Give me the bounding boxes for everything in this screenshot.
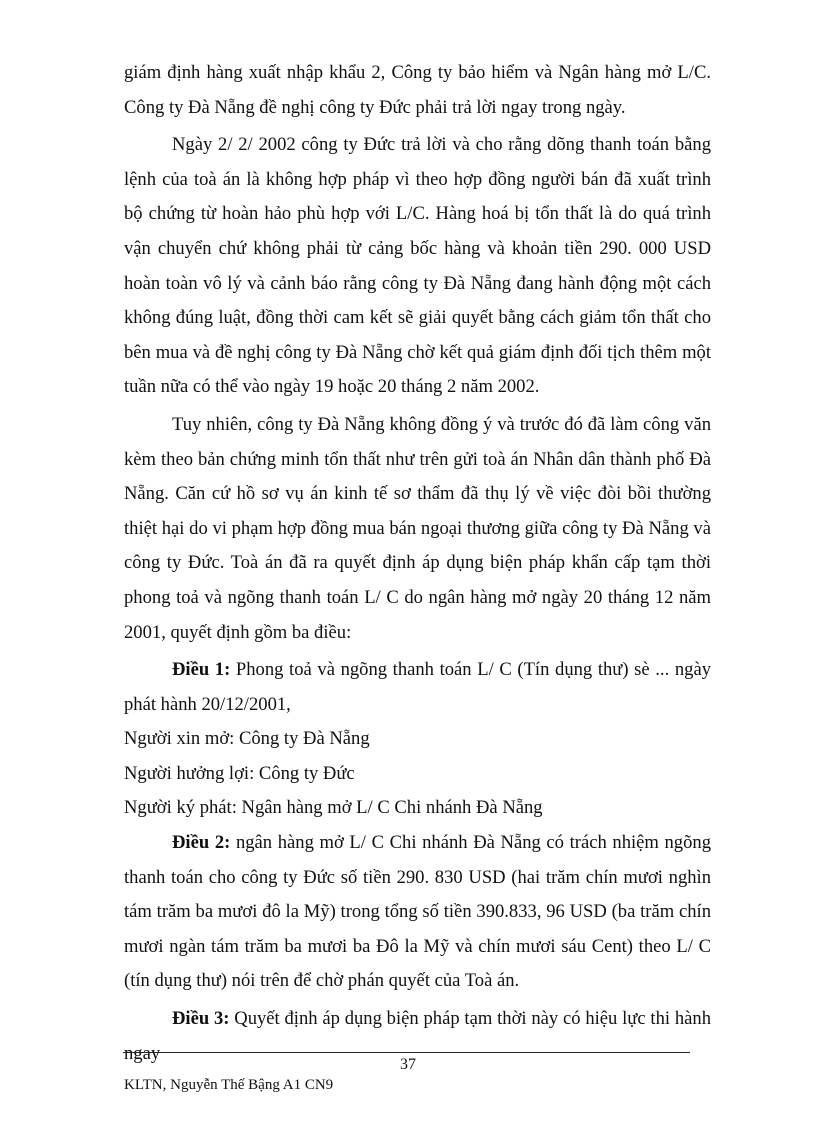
article-2 — [124, 826, 711, 999]
page-number: 37 — [400, 1056, 416, 1073]
footer-author-line: KLTN, Nguyễn Thế Bậng A1 CN9 — [124, 1077, 334, 1093]
body-text — [124, 56, 711, 1071]
beneficiary-line: Người hưởng lợi: Công ty Đức — [124, 762, 355, 784]
article-1-label: Điều 1: — [172, 659, 231, 681]
paragraph-continuation: giám định hàng xuất nhập khẩu 2, Công ty bảo hiểm và Ngân hàng mở L/C. Công ty Đà Nẵng đề nghị công ty Đức phải trả lời ngay trong ngày. — [124, 62, 711, 118]
article-3-label: Điều 3: — [172, 1008, 230, 1030]
applicant-line: Người xin mở: Công ty Đà Nẵng — [124, 728, 370, 750]
article-2-text: ngân hàng mở L/ C Chi nhánh Đà Nẵng có trách nhiệm ngõng thanh toán cho công ty Đức số tiền 290. 830 USD (hai trăm chín mươi nghìn tám trăm ba mươi đô la Mỹ) trong tổng số tiền 390.833, 96 USD (ba trăm chín mươi ngàn tám trăm ba mươi ba Đô la Mỹ và chín mươi sáu Cent) theo L/ C (tín dụng thư) nói trên để chờ phán quyết của Toà án. — [124, 832, 711, 992]
article-1 — [124, 653, 711, 722]
article-2-label: Điều 2: — [172, 832, 231, 854]
article-1-text: Phong toả và ngõng thanh toán L/ C (Tín dụng thư) sè ... ngày phát hành 20/12/2001, — [124, 659, 711, 715]
paragraph-court-decision: Tuy nhiên, công ty Đà Nẵng không đồng ý và trước đó đã làm công văn kèm theo bản chứng minh tổn thất như trên gửi toà án Nhân dân thành phố Đà Nẵng. Căn cứ hồ sơ vụ án kinh tế sơ thẩm đã thụ lý về việc đòi bồi thường thiệt hại do vi phạm hợp đồng mua bán ngoại thương giữa công ty Đà Nẵng và công ty Đức. Toà án đã ra quyết định áp dụng biện pháp khẩn cấp tạm thời phong toả và ngõng thanh toán L/ C do ngân hàng mở ngày 20 tháng 12 năm 2001, quyết định gồm ba điều: — [124, 413, 711, 643]
paragraph-duc-response: Ngày 2/ 2/ 2002 công ty Đức trả lời và cho rằng dõng thanh toán bằng lệnh của toà án là không hợp pháp vì theo hợp đồng người bán đã xuất trình bộ chứng từ hoàn hảo phù hợp với L/C. Hàng hoá bị tổn thất là do quá trình vận chuyển chứ không phải từ cảng bốc hàng và khoản tiền 290. 000 USD hoàn toàn vô lý và cảnh báo rằng công ty Đà Nẵng đang hành động một cách không đúng luật, đồng thời cam kết sẽ giải quyết bằng cách giảm tổn thất cho bên mua và đề nghị công ty Đà Nẵng chờ kết quả giám định đối tịch thêm một tuần nữa có thể vào ngày 19 hoặc 20 tháng 2 năm 2002. — [124, 134, 711, 398]
article-3-text: Quyết định áp dụng biện pháp tạm thời này có hiệu lực thi hành ngay — [124, 1008, 711, 1064]
footer-divider — [123, 1052, 690, 1053]
issuer-line: Người ký phát: Ngân hàng mở L/ C Chi nhánh Đà Nẵng — [124, 797, 543, 819]
